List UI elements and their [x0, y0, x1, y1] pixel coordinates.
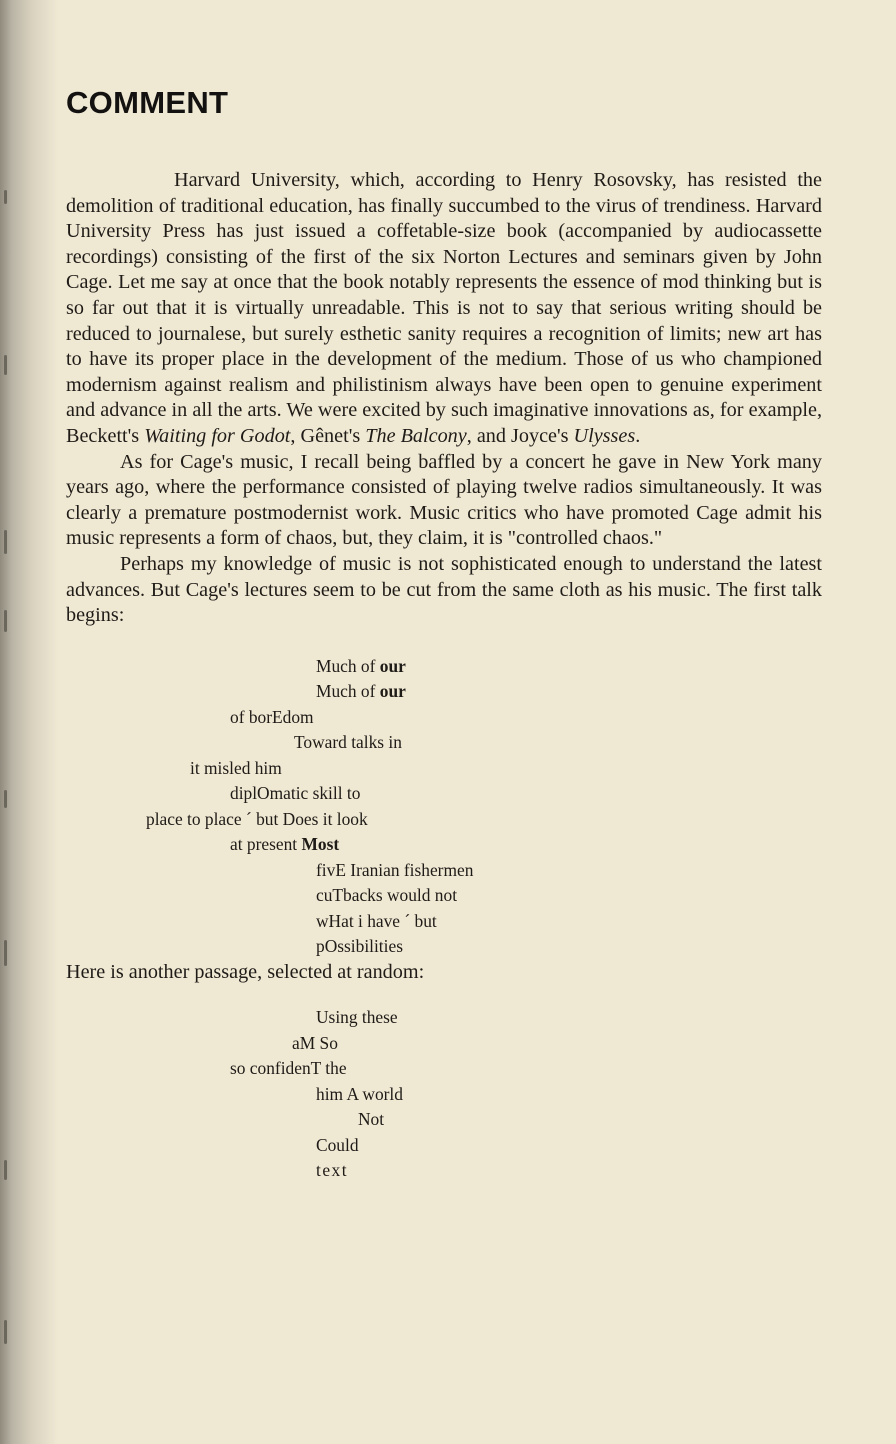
lecture-excerpt-1	[66, 654, 822, 960]
article-body	[66, 168, 822, 1184]
excerpt-line: aM So	[292, 1032, 338, 1053]
paragraph-2: As for Cage's music, I recall being baffled by a concert he gave in New York many years ago, where the performance consisted of playing twelve radios simultaneously. It was clearly a premature postmodernist work. Music critics who have promoted Cage admit his music represents a form of chaos, but, they claim, it is "controlled chaos."	[66, 450, 822, 550]
excerpt-line: Much of our	[316, 681, 406, 702]
transition-sentence: Here is another passage, selected at random:	[66, 960, 425, 983]
excerpt-line: diplOmatic skill to	[230, 783, 361, 804]
excerpt-line: so confidenT the	[230, 1058, 347, 1079]
section-heading: COMMENT	[66, 85, 229, 120]
lecture-excerpt-2	[66, 1005, 822, 1184]
excerpt-line: at present Most	[230, 834, 340, 855]
excerpt-line: place to place ´ but Does it look	[146, 808, 368, 829]
book-spine-shadow	[0, 0, 58, 1444]
excerpt-line: wHat i have ´ but	[316, 910, 437, 931]
excerpt-line: Could	[316, 1134, 359, 1155]
excerpt-line: Much of our	[316, 655, 406, 676]
paragraph-1	[66, 168, 822, 450]
cited-title: Ulysses	[573, 424, 636, 447]
cited-title: Waiting for Godot	[144, 424, 291, 447]
excerpt-line: Not	[358, 1109, 385, 1130]
excerpt-line: him A world	[316, 1083, 403, 1104]
cited-title: The Balcony	[365, 424, 467, 447]
excerpt-line: pOssibilities	[316, 936, 403, 957]
paragraph-3: Perhaps my knowledge of music is not sophisticated enough to understand the latest advances. But Cage's lectures seem to be cut from the same cloth as his music. The first talk begins:	[66, 552, 822, 627]
excerpt-line: it misled him	[190, 757, 282, 778]
excerpt-line: cuTbacks would not	[316, 885, 458, 906]
excerpt-line: Using these	[316, 1007, 398, 1028]
excerpt-line: text	[316, 1160, 349, 1181]
excerpt-line: of borEdom	[230, 706, 314, 727]
paragraph-1-text: Harvard University, which, according to Henry Rosovsky, has resisted the demolition of traditional education, has finally succumbed to the virus of trendiness. Harvard University Press has just issued a coffetable-size book (accompanied by audiocassette recordings) consisting of the first of the six Norton Lectures and seminars given by John Cage. Let me say at once that the book notably represents the essence of mod thinking but is so far out that it is virtually unreadable. This is not to say that serious writing should be reduced to journalese, but surely esthetic sanity requires a recognition of limits; new art has to have its proper place in the development of the medium. Those of us who championed modernism against realism and philistinism always have been open to genuine experiment and advance in all the arts. We were excited by such imaginative innovations as, for example, Beckett's Waiting for Godot, Gênet's The Balcony, and Joyce's Ulysses.	[66, 169, 822, 447]
excerpt-line: fivE Iranian fishermen	[316, 859, 474, 880]
excerpt-line: Toward talks in	[294, 732, 402, 753]
